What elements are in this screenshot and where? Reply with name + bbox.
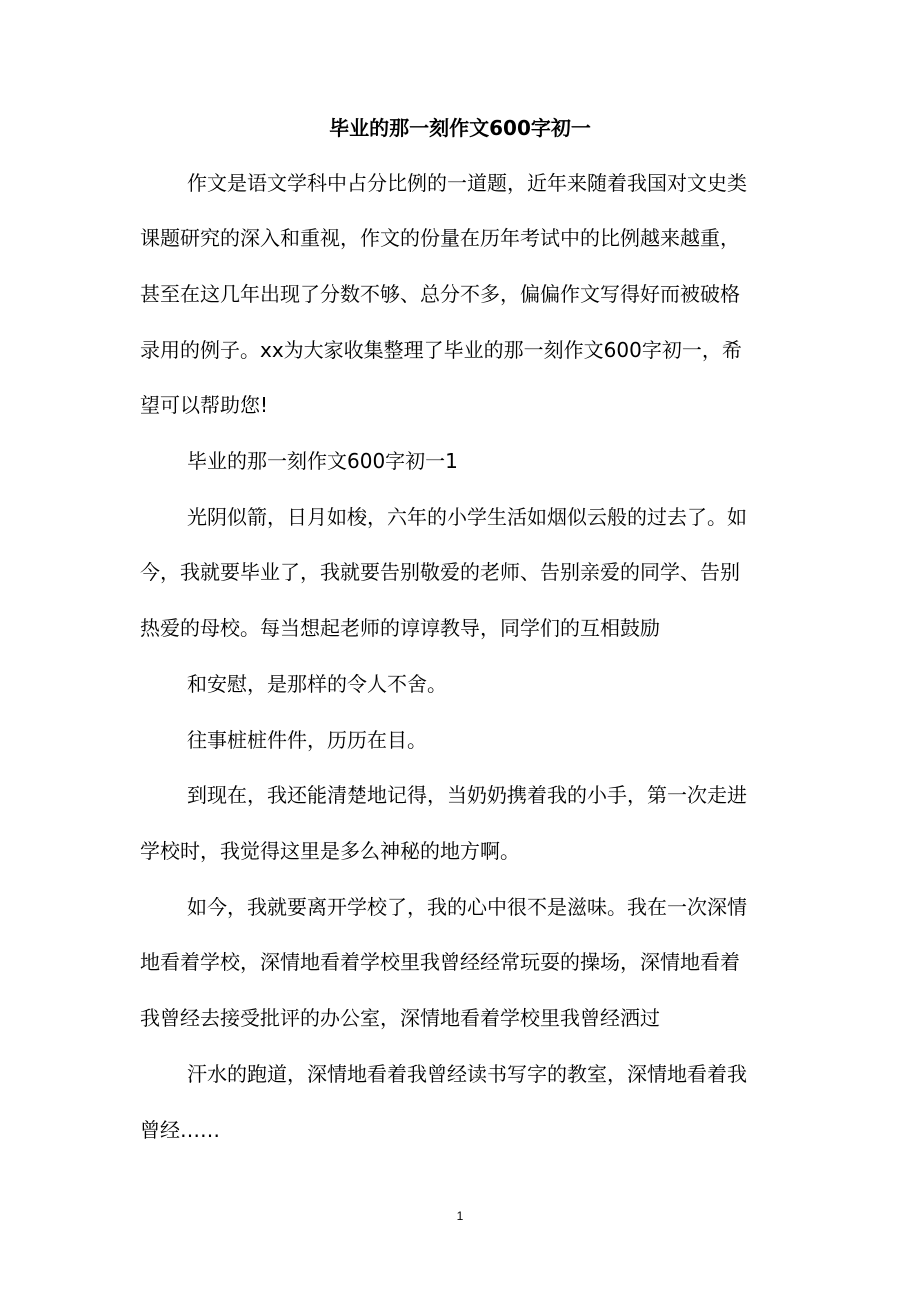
text-line: 光阴似箭，日月如梭，六年的小学生活如烟似云般的过去了。如 <box>187 505 747 529</box>
text-line: 录用的例子。xx为大家收集整理了毕业的那一刻作文600字初一，希 <box>140 338 742 362</box>
document-title: 毕业的那一刻作文600字初一 <box>329 116 591 140</box>
text-line: 作文是语文学科中占分比例的一道题，近年来随着我国对文史类 <box>187 171 747 195</box>
text-line: 望可以帮助您! <box>140 393 269 417</box>
text-line: 如今，我就要离开学校了，我的心中很不是滋味。我在一次深情 <box>187 895 747 919</box>
section-heading: 毕业的那一刻作文600字初一1 <box>187 449 458 473</box>
text-line: 甚至在这几年出现了分数不够、总分不多，偏偏作文写得好而被破格 <box>140 282 740 306</box>
text-line: 和安慰，是那样的令人不舍。 <box>187 672 447 696</box>
page-number: 1 <box>456 1209 464 1223</box>
text-line: 热爱的母校。每当想起老师的谆谆教导，同学们的互相鼓励 <box>140 616 660 640</box>
text-line: 汗水的跑道，深情地看着我曾经读书写字的教室，深情地看着我 <box>187 1062 747 1086</box>
text-line: 地看着学校，深情地看着学校里我曾经经常玩耍的操场，深情地看着 <box>140 950 740 974</box>
text-line: 曾经…… <box>140 1118 220 1142</box>
text-line: 我曾经去接受批评的办公室，深情地看着学校里我曾经洒过 <box>140 1006 660 1030</box>
text-line: 往事桩桩件件，历历在目。 <box>187 728 427 752</box>
text-line: 学校时，我觉得这里是多么神秘的地方啊。 <box>140 839 520 863</box>
text-line: 今，我就要毕业了，我就要告别敬爱的老师、告别亲爱的同学、告别 <box>140 560 740 584</box>
text-line: 课题研究的深入和重视，作文的份量在历年考试中的比例越来越重， <box>140 226 740 250</box>
text-line: 到现在，我还能清楚地记得，当奶奶携着我的小手，第一次走进 <box>187 783 747 807</box>
